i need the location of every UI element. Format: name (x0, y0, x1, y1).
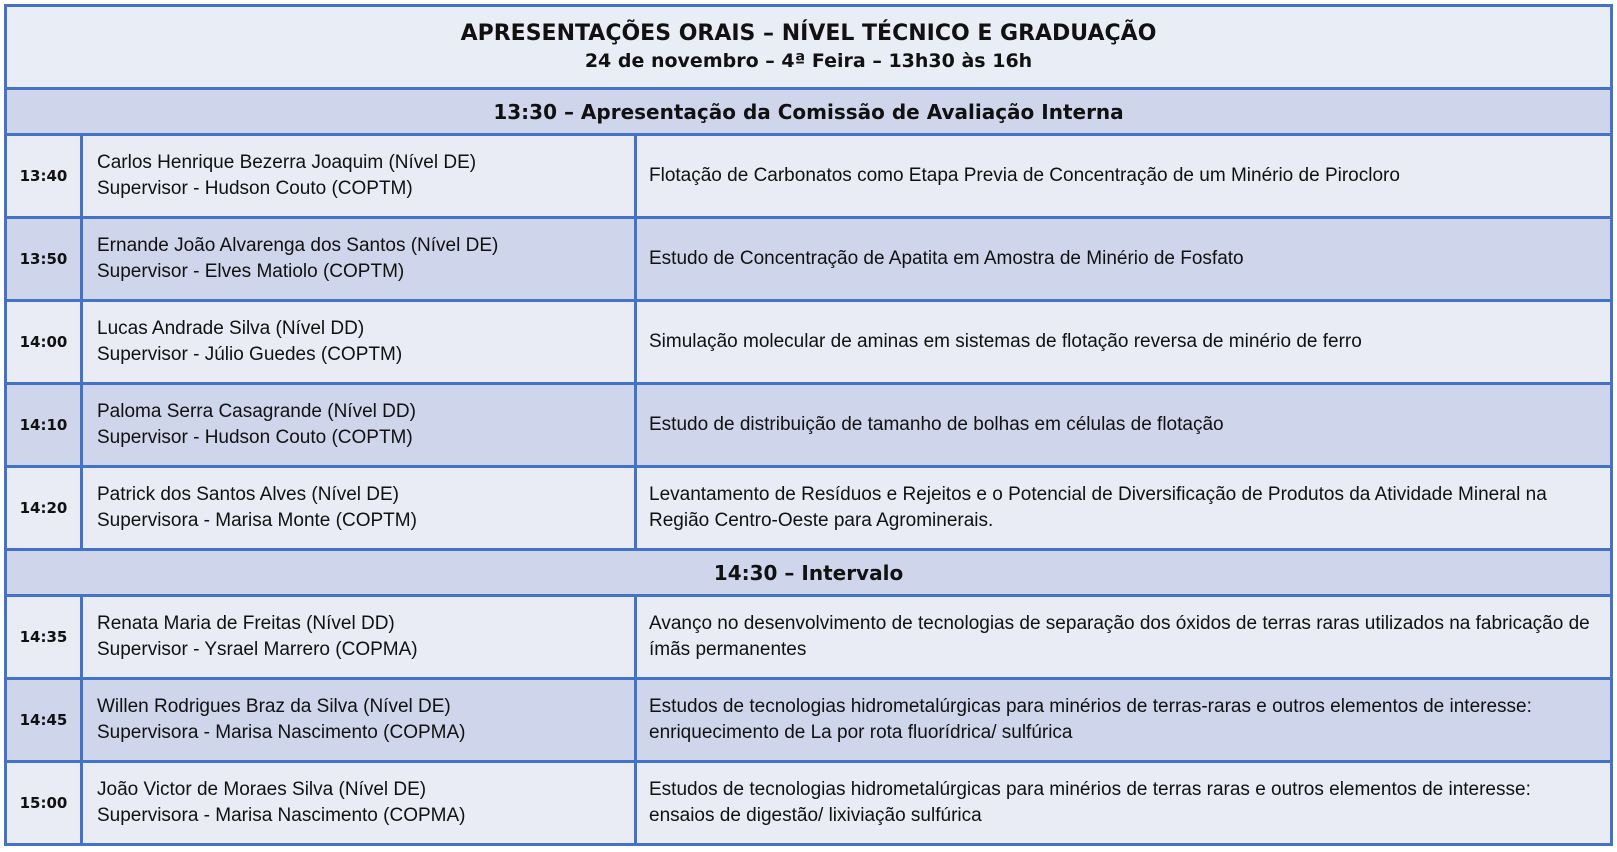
page-title: APRESENTAÇÕES ORAIS – NÍVEL TÉCNICO E GRADUAÇÃO (460, 21, 1157, 46)
section-opening: 13:30 – Apresentação da Comissão de Avaliação Interna (6, 89, 1612, 135)
supervisor-name: Supervisora - Marisa Monte (COPTM) (97, 510, 417, 531)
table-row (6, 301, 1612, 384)
table-row (6, 679, 1612, 762)
presentation-title: Flotação de Carbonatos como Etapa Previa de Concentração de um Minério de Pirocloro (636, 135, 1612, 218)
time-cell: 14:45 (6, 679, 82, 762)
supervisor-name: Supervisor - Hudson Couto (COPTM) (97, 178, 413, 199)
page-subtitle: 24 de novembro – 4ª Feira – 13h30 às 16h (584, 50, 1033, 72)
schedule-header (6, 6, 1612, 89)
presenter-cell (82, 762, 636, 845)
presenter-cell (82, 135, 636, 218)
presentation-title: Estudo de distribuição de tamanho de bolhas em células de flotação (636, 384, 1612, 467)
supervisor-name: Supervisor - Júlio Guedes (COPTM) (97, 344, 403, 365)
time-cell: 13:50 (6, 218, 82, 301)
time-cell: 14:00 (6, 301, 82, 384)
presenter-name: Carlos Henrique Bezerra Joaquim (Nível DE) (97, 152, 477, 173)
presentation-title: Simulação molecular de aminas em sistemas de flotação reversa de minério de ferro (636, 301, 1612, 384)
time-cell: 15:00 (6, 762, 82, 845)
presenter-name: Lucas Andrade Silva (Nível DD) (97, 318, 365, 339)
section-break: 14:30 – Intervalo (6, 550, 1612, 596)
presenter-name: Ernande João Alvarenga dos Santos (Nível DE) (97, 235, 499, 256)
supervisor-name: Supervisor - Hudson Couto (COPTM) (97, 427, 413, 448)
table-row (6, 384, 1612, 467)
presenter-cell (82, 301, 636, 384)
presenter-cell (82, 384, 636, 467)
presentation-title: Estudos de tecnologias hidrometalúrgicas para minérios de terras-raras e outros elementos de interesse: enriquecimento de La por rota fluorídrica/ sulfúrica (636, 679, 1612, 762)
presenter-name: Paloma Serra Casagrande (Nível DD) (97, 401, 416, 422)
time-cell: 14:35 (6, 596, 82, 679)
presenter-cell (82, 679, 636, 762)
presentation-title: Levantamento de Resíduos e Rejeitos e o Potencial de Diversificação de Produtos da Atividade Mineral na Região Centro-Oeste para Agrominerais. (636, 467, 1612, 550)
presenter-name: João Victor de Moraes Silva (Nível DE) (97, 779, 427, 800)
presenter-name: Willen Rodrigues Braz da Silva (Nível DE) (97, 696, 451, 717)
presentation-title: Avanço no desenvolvimento de tecnologias de separação dos óxidos de terras raras utilizados na fabricação de ímãs permanentes (636, 596, 1612, 679)
time-cell: 13:40 (6, 135, 82, 218)
time-cell: 14:10 (6, 384, 82, 467)
supervisor-name: Supervisor - Elves Matiolo (COPTM) (97, 261, 405, 282)
presenter-cell (82, 596, 636, 679)
supervisor-name: Supervisora - Marisa Nascimento (COPMA) (97, 722, 466, 743)
table-row (6, 596, 1612, 679)
presenter-cell (82, 218, 636, 301)
table-row (6, 135, 1612, 218)
supervisor-name: Supervisora - Marisa Nascimento (COPMA) (97, 805, 466, 826)
table-row (6, 762, 1612, 845)
presentation-title: Estudos de tecnologias hidrometalúrgicas para minérios de terras raras e outros elementos de interesse: ensaios de digestão/ lixiviação sulfúrica (636, 762, 1612, 845)
presenter-cell (82, 467, 636, 550)
presenter-name: Renata Maria de Freitas (Nível DD) (97, 613, 395, 634)
presenter-name: Patrick dos Santos Alves (Nível DE) (97, 484, 399, 505)
schedule-table (4, 4, 1613, 846)
time-cell: 14:20 (6, 467, 82, 550)
supervisor-name: Supervisor - Ysrael Marrero (COPMA) (97, 639, 418, 660)
presentation-title: Estudo de Concentração de Apatita em Amostra de Minério de Fosfato (636, 218, 1612, 301)
table-row (6, 467, 1612, 550)
table-row (6, 218, 1612, 301)
